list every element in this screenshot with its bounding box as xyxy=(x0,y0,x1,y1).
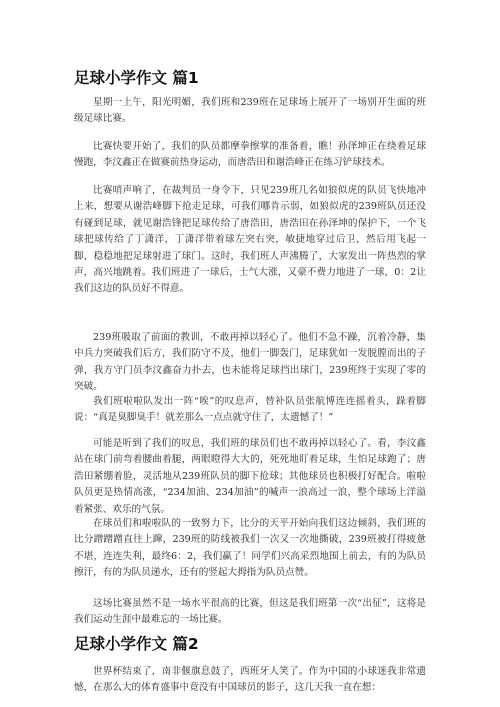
heading-essay-1: 足球小学作文 篇1 xyxy=(74,69,199,87)
paragraph-2: 比赛快要开始了，我们的队员都摩拳擦掌的准备着，瞧！孙泽坤正在绕着足球慢跑，李汶鑫正在做赛前热身运动，而唐浩田和谢浩峰正在练习铲球技术。 xyxy=(74,141,426,169)
paragraph-5: 我们班啦啦队发出一阵“唉”的叹息声，替补队员张航博连连摇着头，跺着脚说：“真是臭脚臭手！就差那么一点点就守住了，太遗憾了！” xyxy=(74,396,426,424)
paragraph-1: 星期一上午，阳光明媚，我们班和239班在足球场上展开了一场别开生面的班级足球比赛。 xyxy=(74,97,426,125)
paragraph-7: 在球员们和啦啦队的一致努力下，比分的天平开始向我们这边倾斜，我们班的比分蹭蹭蹭直往上蹿，239班的防线被我们一次又一次地撕破，239班被打得疲惫不堪，连连失利，最终6：2，我们赢了！同学们兴高采烈地围上前去，有的为队员擦汗，有的为队员递水，还有的竖起大拇指为队员点赞。 xyxy=(74,518,426,579)
paragraph-4: 239班吸取了前面的教训，不敢再掉以轻心了。他们不急不躁，沉着冷静，集中兵力突破我们后方，我们防守不及，他们一脚轰门，足球犹如一发脱膛而出的子弹，我方守门员李汶鑫奋力扑去，也未能将足球挡出球门，239班终于实现了零的突破。 xyxy=(74,332,426,393)
paragraph-3: 比赛哨声响了，在裁判员一身令下，只见239班几名如狼似虎的队员飞快地冲上来，想要从谢浩峰脚下抢走足球，可我们哪肯示弱，如狼似虎的239班队员还没有碰到足球，就见谢浩锋把足球传给了唐浩田，唐浩田在孙泽坤的保护下，一个飞球把球传给了丁潇洋，丁潇洋带着球左突右突，敏捷地穿过后卫，然后用飞起一脚，稳稳地把足球射进了球门。这时，我们班人声沸腾了，大家发出一阵热烈的掌声，高兴地跳着。我们班进了一球后，士气大涨，又豪不费力地进了一球，0：2让我们这边的队员好不得意。 xyxy=(74,185,426,295)
paragraph-6: 可能是听到了我们的叹息，我们班的球员们也不敢再掉以轻心了。看，李汶鑫站在球门前弯着腰曲着腿，两眼瞪得大大的，死死地盯着足球，生怕足球跑了；唐浩田紧绷着脸，灵活地从239班队员的脚下抢球；其他球员也积极打好配合。啦啦队员更是热情高涨，“234加油、234加油”的喊声一浪高过一浪，整个球场上洋溢着紧张、欢乐的气氛。 xyxy=(74,438,426,515)
paragraph-8: 这场比赛虽然不是一场水平很高的比赛，但这是我们班第一次“出征”，这将是我们运动生涯中最难忘的一场比赛。 xyxy=(74,598,426,626)
heading-essay-2: 足球小学作文 篇2 xyxy=(74,635,199,653)
paragraph-9: 世界杯结束了，南非偃旗息鼓了，西班牙人笑了。作为中国的小球迷我非常遗憾，在那么大的体育盛事中竟没有中国球员的影子，这几天我一直在想： xyxy=(74,666,426,694)
